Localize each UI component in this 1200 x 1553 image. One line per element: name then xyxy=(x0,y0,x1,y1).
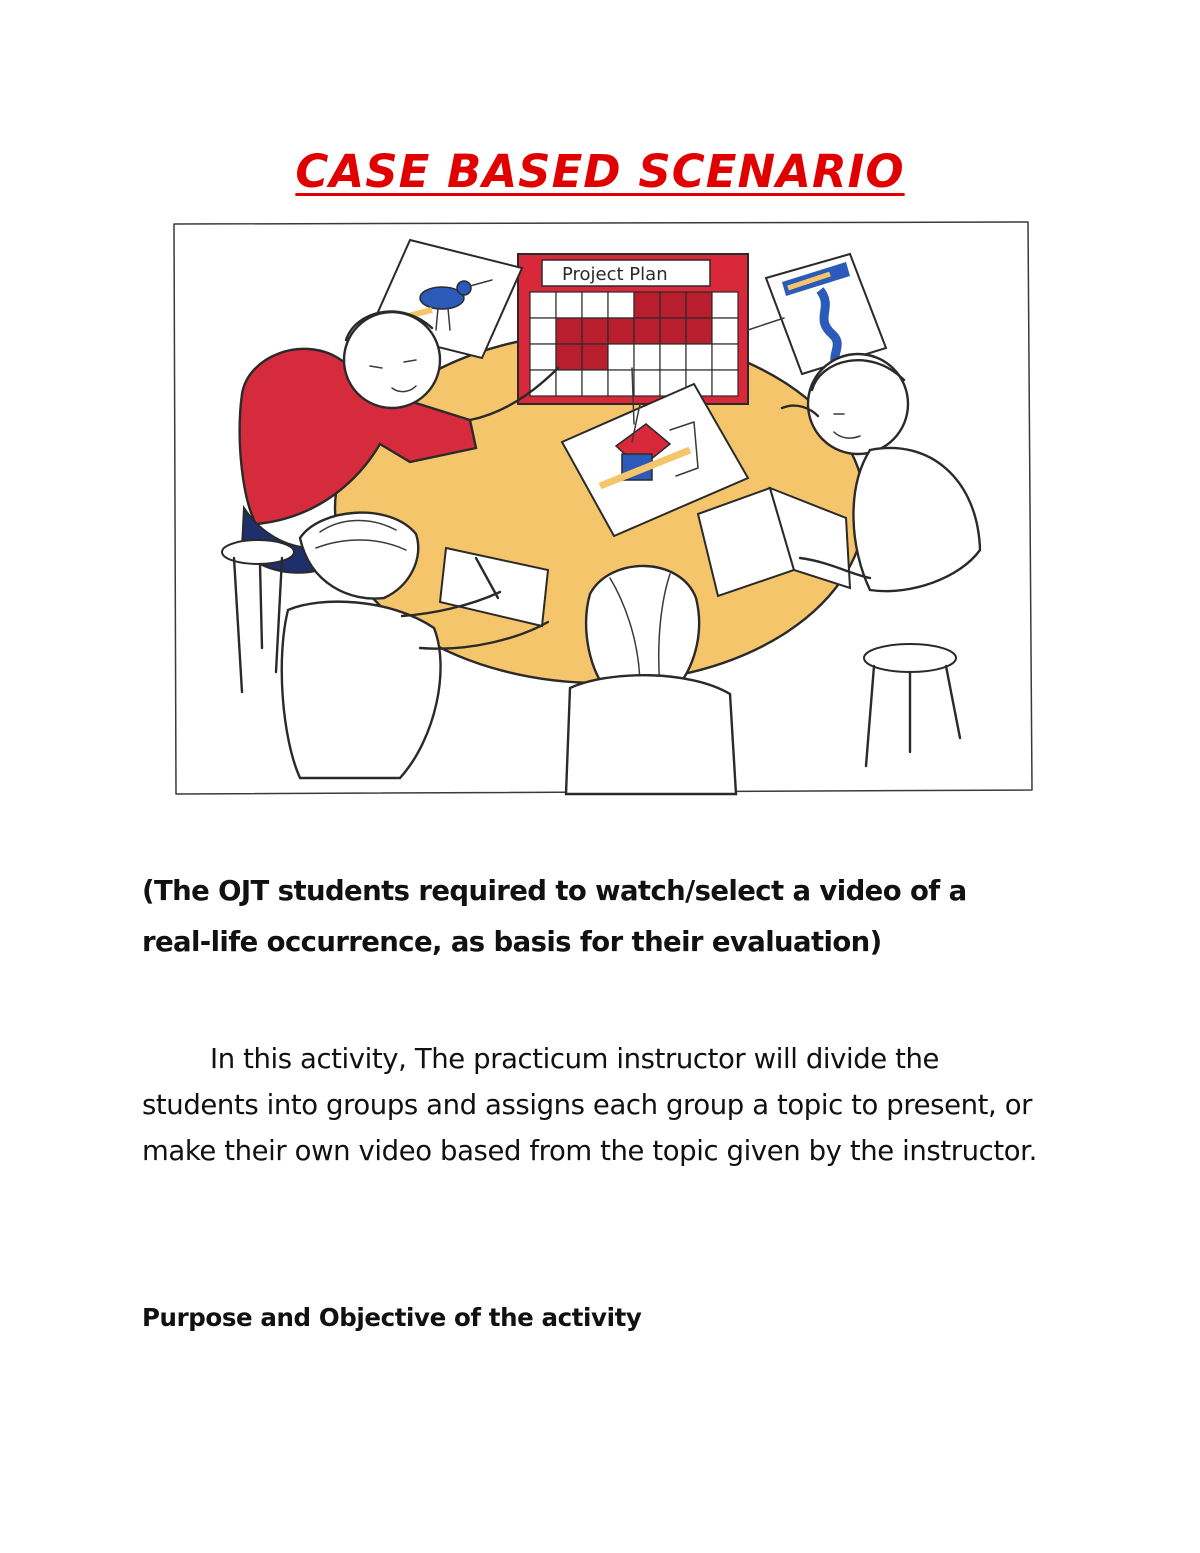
board-grid-cell xyxy=(634,344,660,370)
board-grid-cell xyxy=(556,344,582,370)
board-grid-cell xyxy=(608,344,634,370)
board-grid-cell xyxy=(712,292,738,318)
board-grid-cell xyxy=(582,318,608,344)
board-grid-cell xyxy=(582,370,608,396)
board-grid-cell xyxy=(660,344,686,370)
activity-paragraph-text: In this activity, The practicum instructor will divide the students into groups and assigns each group a topic to present, or make their own video based from the topic given by the instructor. xyxy=(142,1043,1037,1167)
board-grid-cell xyxy=(712,344,738,370)
board-grid-cell xyxy=(660,318,686,344)
board-grid-cell xyxy=(582,292,608,318)
board-grid-cell xyxy=(712,370,738,396)
board-grid-cell xyxy=(634,292,660,318)
board-grid-cell xyxy=(660,292,686,318)
section-heading-purpose: Purpose and Objective of the activity xyxy=(142,1303,642,1332)
board-grid-cell xyxy=(634,318,660,344)
boy-right xyxy=(782,354,980,766)
board-grid-cell xyxy=(686,292,712,318)
board-grid-cell xyxy=(634,370,660,396)
board-grid-cell xyxy=(608,318,634,344)
ojt-note: (The OJT students required to watch/select a video of a real-life occurrence, as basis for their evaluation) xyxy=(142,875,967,958)
board-grid-cell xyxy=(712,318,738,344)
board-grid-cell xyxy=(608,292,634,318)
board-grid-cell xyxy=(608,370,634,396)
board-grid-cell xyxy=(686,318,712,344)
board-grid-cell xyxy=(582,344,608,370)
board-grid-cell xyxy=(530,292,556,318)
board-label: Project Plan xyxy=(562,264,668,285)
activity-paragraph xyxy=(142,1036,1062,1174)
page-title: CASE BASED SCENARIO xyxy=(295,145,905,198)
board-grid-cell xyxy=(556,292,582,318)
illustration-project-plan-meeting xyxy=(170,218,1038,796)
board-grid-cell xyxy=(556,370,582,396)
board-grid-cell xyxy=(686,344,712,370)
board-grid-cell xyxy=(530,344,556,370)
board-grid-cell xyxy=(556,318,582,344)
board-grid-cell xyxy=(530,318,556,344)
